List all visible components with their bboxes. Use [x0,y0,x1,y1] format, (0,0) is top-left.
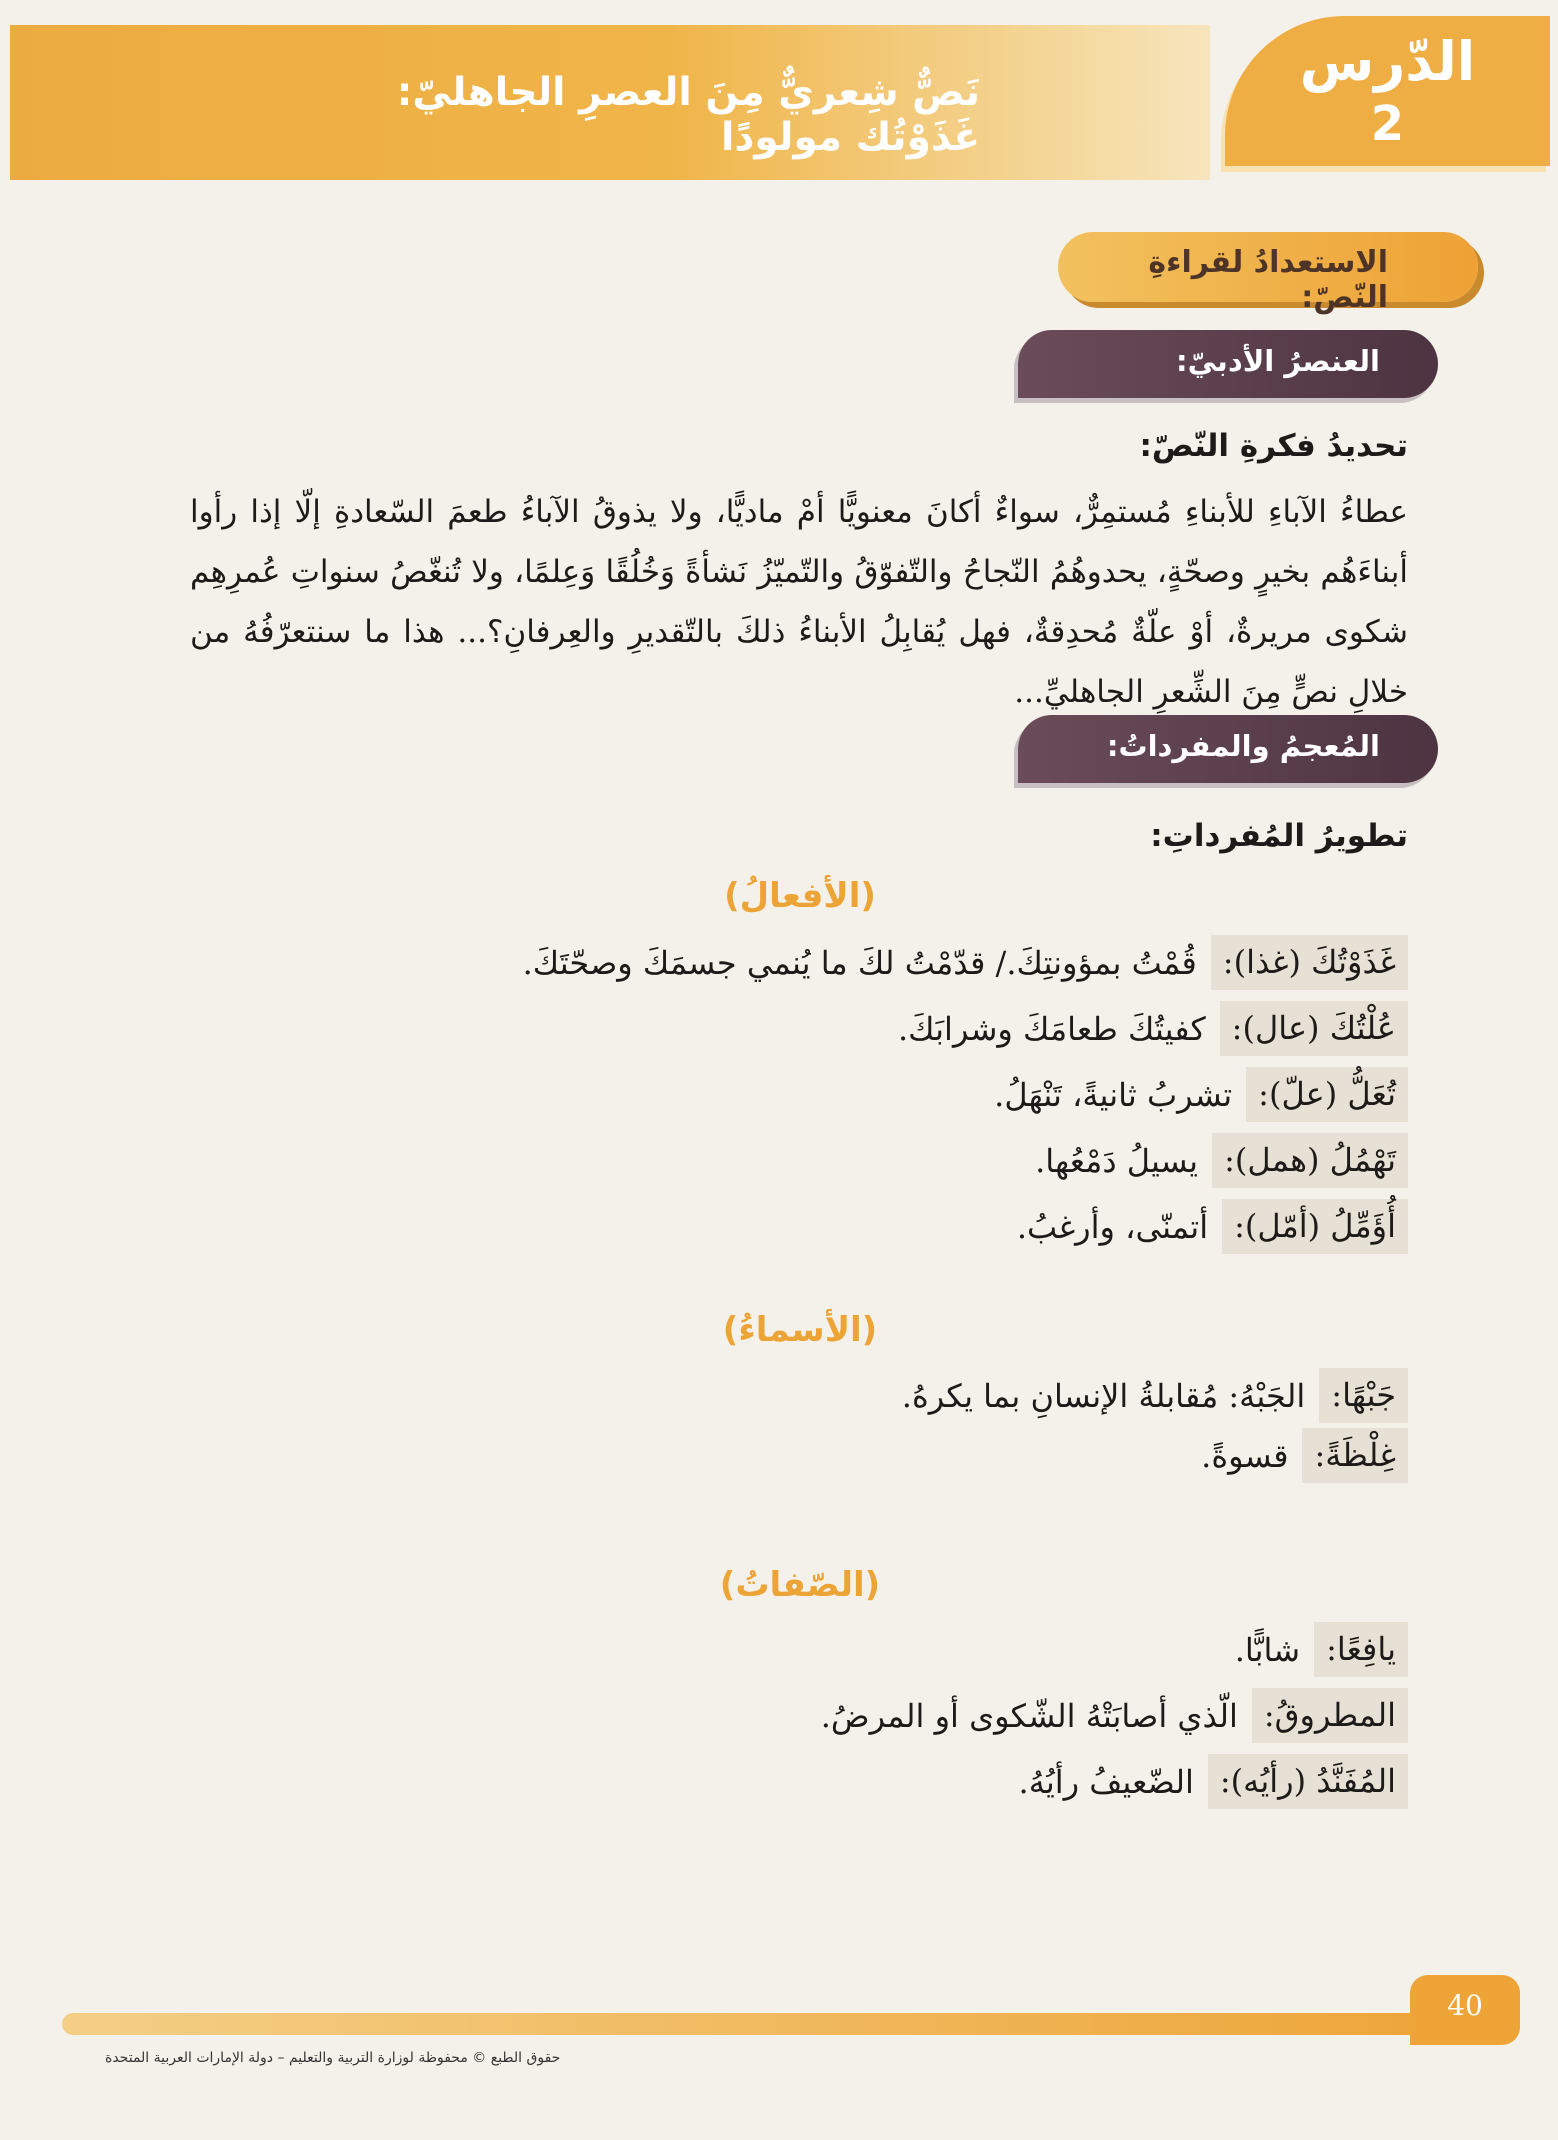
verb-definition: قُمْتُ بمؤونتِكَ./ قدّمْتُ لكَ ما يُنمي جسمَكَ وصحّتَكَ. [522,943,1197,982]
verb-definition: أتمنّى، وأرغبُ. [1016,1207,1209,1246]
idea-paragraph: عطاءُ الآباءِ للأبناءِ مُستمِرٌّ، سواءٌ أكانَ معنويًّا أمْ ماديًّا، ولا يذوقُ الآباءُ طعمَ السّعادةِ إلّا إذا رأوا أبناءَهُم بخيرٍ وصحّةٍ، يحدوهُمُ النّجاحُ والتّفوّقُ والتّميّزُ نَشأةً وَخُلُقًا وَعِلمًا، ولا تُنغّصُ سنواتِ عُمرِهِم شكوى مريرةٌ، أوْ علّةٌ مُحدِقةٌ، فهل يُقابِلُ الأبناءُ ذلكَ بالتّقديرِ والعِرفانِ؟... هذا ما سنتعرّفُهُ من خلالِ نصٍّ مِنَ الشِّعرِ الجاهليِّ... [190,494,1408,710]
literary-element-pill [1018,330,1438,398]
verbs-heading: (الأفعالُ) [724,876,876,916]
verb-term: تَهْمُلُ (همل): [1212,1133,1408,1188]
footer-bar [62,2013,1482,2035]
noun-definition: قسوةً. [1201,1436,1289,1475]
verb-row [884,1001,1408,1056]
idea-heading: تحديدُ فكرةِ النّصّ: [1139,428,1408,464]
page-number-tab [1410,1975,1520,2045]
verb-row [980,1067,1408,1122]
noun-definition: الجَبْهُ: مُقابلةُ الإنسانِ بما يكرهُ. [901,1376,1306,1415]
lesson-number: 2 [1370,96,1405,152]
verb-row [509,935,1408,990]
verb-definition: تشربُ ثانيةً، تَنْهَلُ. [994,1075,1233,1114]
noun-term: غِلْظَةً: [1302,1428,1408,1483]
adjective-row [1005,1754,1408,1809]
prep-section-pill [1058,232,1478,315]
adjective-definition: الّذي أصابَتْهُ الشّكوى أو المرضُ. [820,1696,1238,1735]
noun-term: جَبْهًا: [1319,1368,1408,1423]
verb-term: غَذَوْتُكَ (غذا): [1211,935,1408,990]
adjectives-heading: (الصّفاتُ) [719,1565,881,1605]
literary-element-label: العنصرُ الأدبيّ: [1176,344,1380,378]
adjective-row [807,1688,1408,1743]
lexicon-pill [1018,715,1438,783]
verb-definition: كفيتُكَ طعامَكَ وشرابَكَ. [898,1009,1206,1048]
adjective-definition: الضّعيفُ رأيُهُ. [1018,1762,1194,1801]
lesson-badge [1225,16,1550,166]
adjective-term: يافِعًا: [1314,1622,1408,1677]
copyright-notice: حقوق الطبع © محفوظة لوزارة التربية والتعليم – دولة الإمارات العربية المتحدة [105,2050,561,2066]
noun-row [1187,1428,1408,1483]
lesson-title: نَصٌّ شِعريٌّ مِنَ العصرِ الجاهليّ: غَذَوْتُك مولودًا [396,70,980,160]
verb-definition: يسيلُ دَمْعُها. [1035,1141,1199,1180]
prep-section-label: الاستعدادُ لقراءةِ النّصّ: [1148,245,1388,315]
adjective-definition: شابًّا. [1234,1630,1301,1669]
verb-term: تُعَلُّ (علّ): [1246,1067,1408,1122]
verb-row [1021,1133,1408,1188]
adjective-term: المُفَنَّدُ (رأيُه): [1208,1754,1408,1809]
page-number: 40 [1447,1989,1483,2022]
verb-term: عُلْتُكَ (عال): [1220,1001,1408,1056]
verb-row [1003,1199,1408,1254]
adjective-row [1221,1622,1408,1677]
noun-row [888,1368,1408,1423]
verb-term: أُؤَمِّلُ (أمّل): [1222,1199,1408,1254]
vocab-heading: تطويرُ المُفرداتِ: [1150,818,1408,854]
lexicon-label: المُعجمُ والمفرداتُ: [1106,729,1380,763]
lesson-label: الدّرس [1299,30,1476,93]
adjective-term: المطروقُ: [1252,1688,1408,1743]
nouns-heading: (الأسماءُ) [722,1310,878,1350]
